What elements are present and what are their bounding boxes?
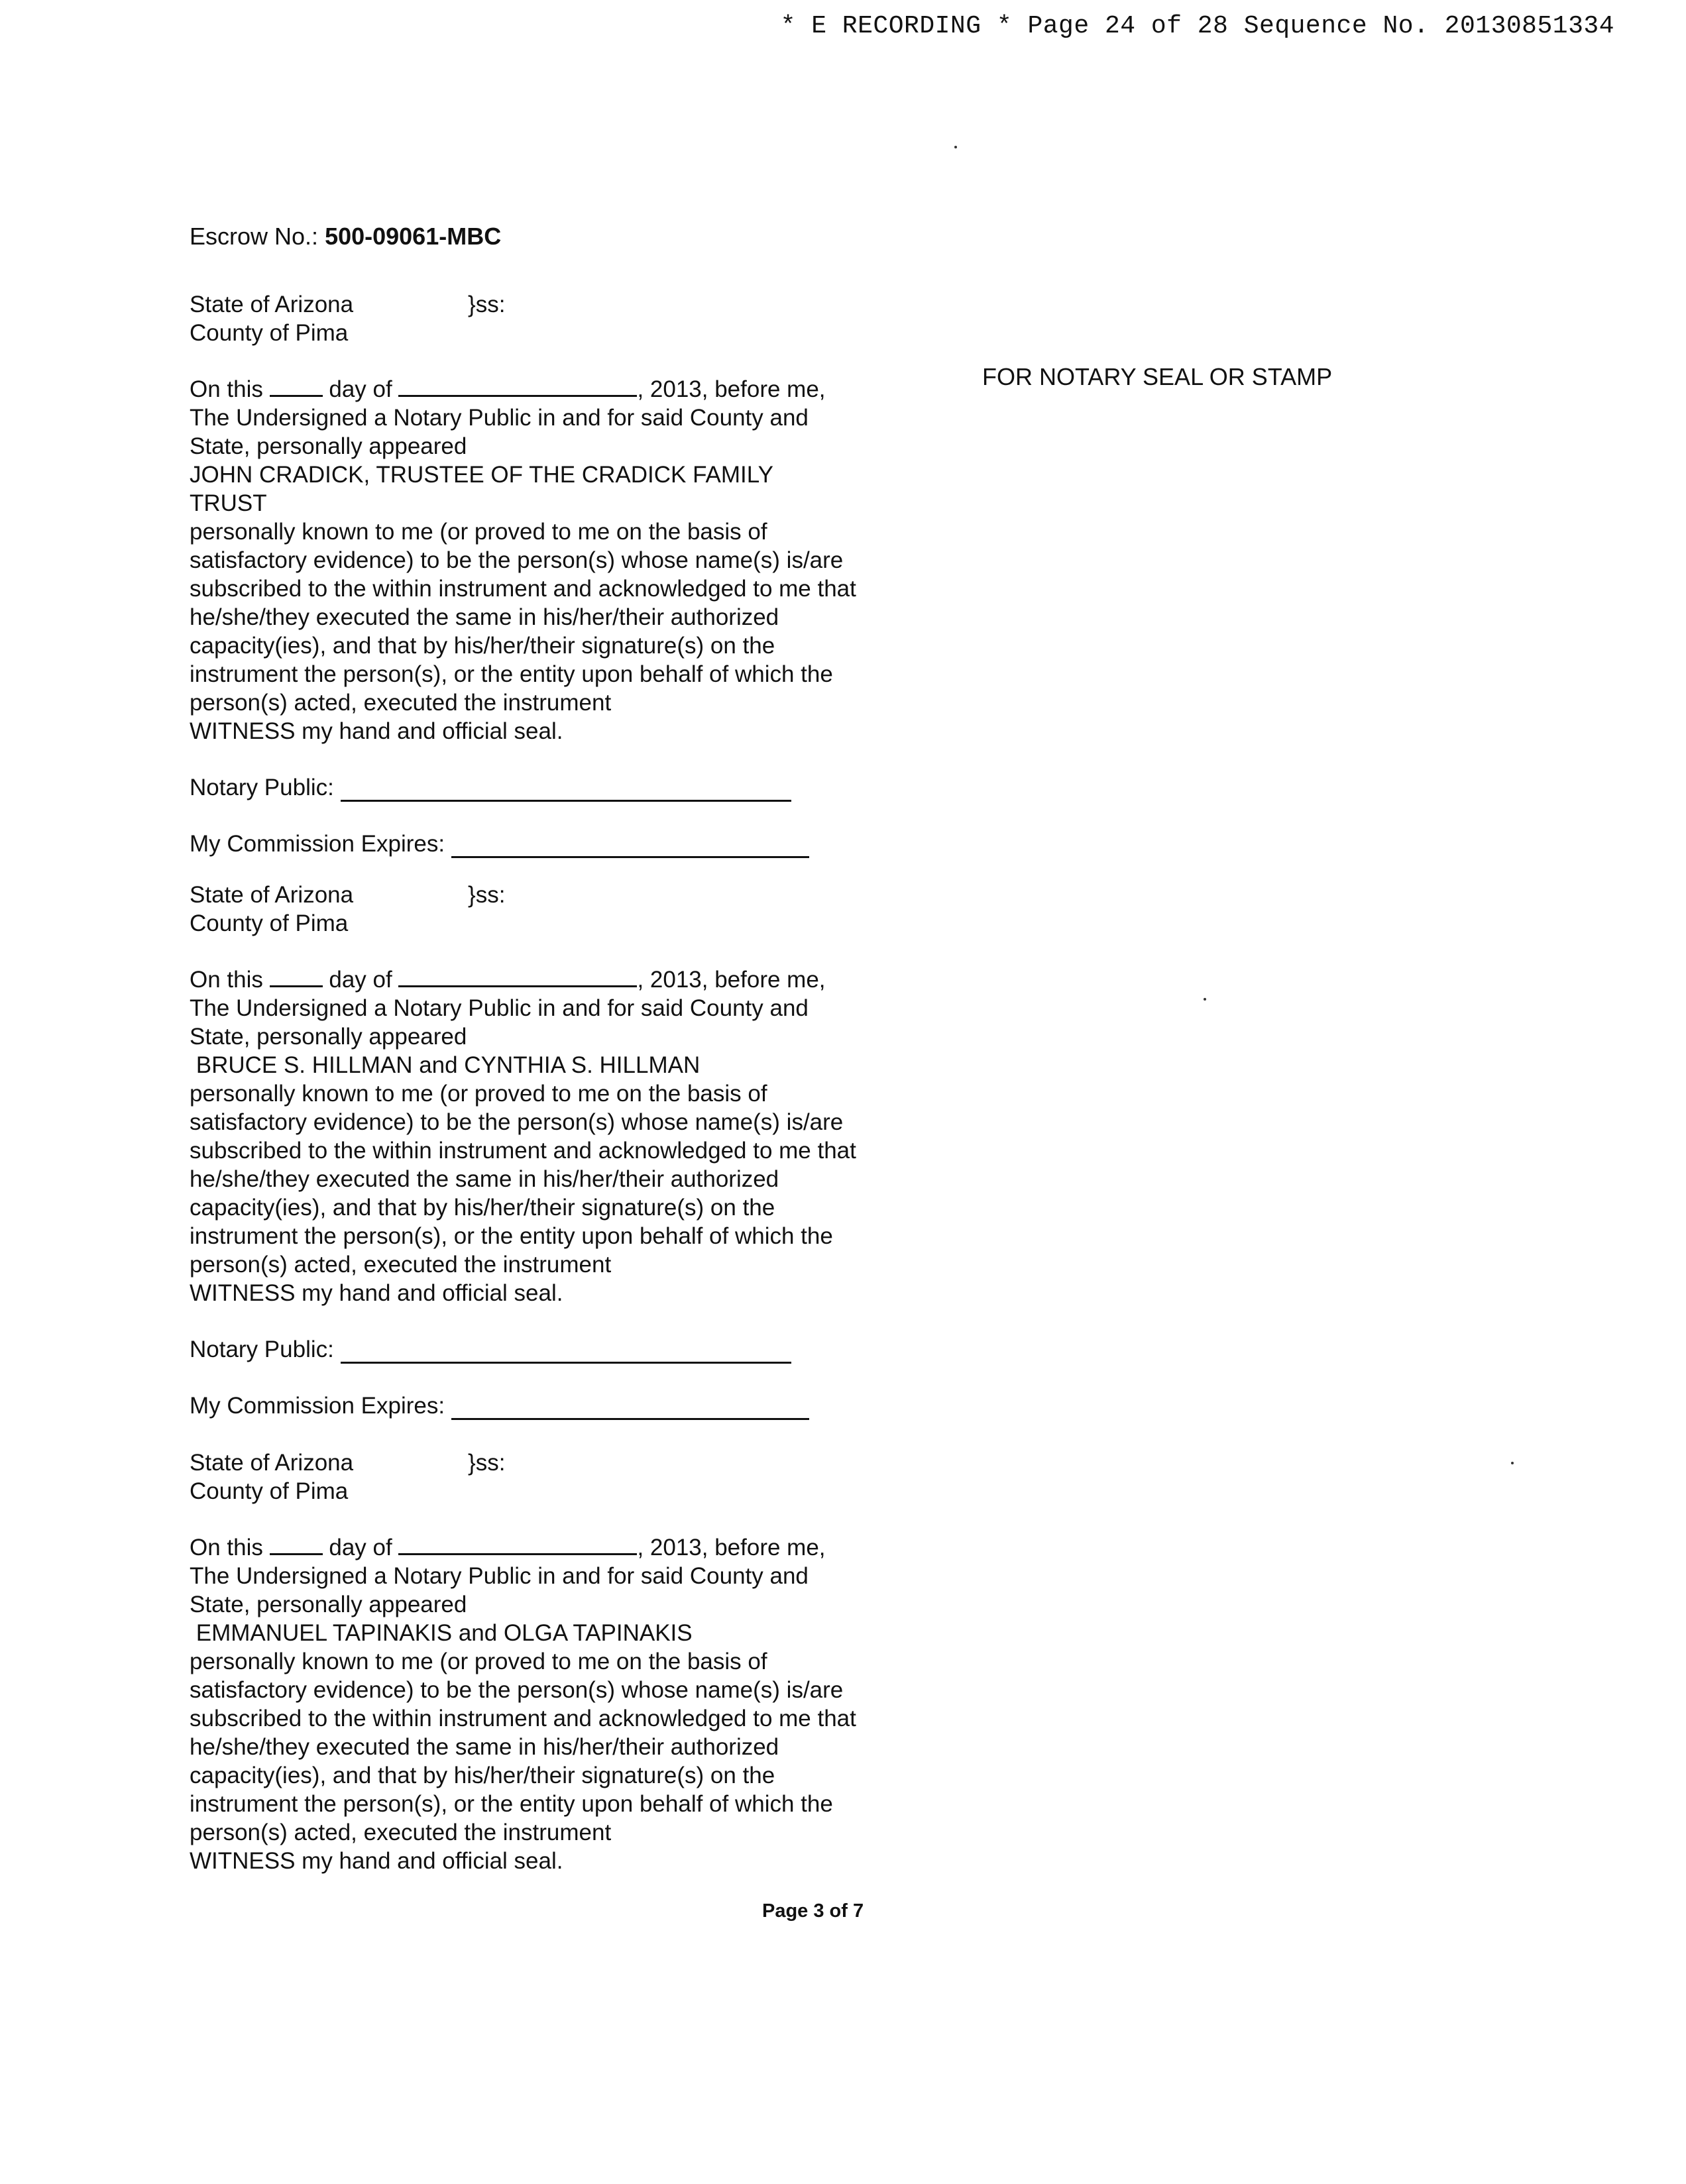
venue	[190, 881, 925, 938]
notary-public-label: Notary Public:	[190, 1337, 334, 1362]
day-blank[interactable]	[270, 965, 323, 987]
on-this-label: On this	[190, 376, 263, 402]
recording-header: * E RECORDING * Page 24 of 28 Sequence No. 20130851334	[780, 12, 1614, 40]
month-blank[interactable]	[398, 375, 637, 397]
day-blank[interactable]	[270, 1533, 323, 1555]
day-of-label: day of	[329, 1535, 392, 1560]
witness-line: WITNESS my hand and official seal.	[190, 718, 563, 744]
notary-seal-label: FOR NOTARY SEAL OR STAMP	[982, 363, 1333, 390]
appeared-name: BRUCE S. HILLMAN and CYNTHIA S. HILLMAN	[190, 1052, 701, 1078]
year-text: , 2013, before me,	[637, 967, 826, 993]
commission-line	[190, 1392, 925, 1420]
ack-line: The Undersigned a Notary Public in and for said County and	[190, 405, 809, 431]
ack-line: subscribed to the within instrument and acknowledged to me that	[190, 1706, 856, 1731]
escrow-value: 500-09061-MBC	[325, 223, 502, 250]
ack-line: satisfactory evidence) to be the person(s) whose name(s) is/are	[190, 1677, 844, 1703]
ack-line: instrument the person(s), or the entity upon behalf of which the	[190, 1791, 833, 1817]
venue-state: State of Arizona	[190, 1450, 354, 1476]
day-of-label: day of	[329, 967, 392, 993]
venue-state: State of Arizona	[190, 292, 354, 317]
venue-county: County of Pima	[190, 1478, 349, 1504]
venue-county: County of Pima	[190, 910, 349, 936]
ack-date-line	[190, 375, 925, 404]
day-of-label: day of	[329, 376, 392, 402]
acknowledgment-text	[190, 375, 925, 745]
ack-line: State, personally appeared	[190, 1024, 467, 1050]
commission-line	[190, 830, 925, 858]
escrow-label: Escrow No.:	[190, 223, 319, 250]
notary-signature-field[interactable]	[341, 780, 791, 802]
appeared-name: TRUST	[190, 490, 267, 516]
ack-line: capacity(ies), and that by his/her/their signature(s) on the	[190, 1195, 775, 1221]
ack-line: instrument the person(s), or the entity upon behalf of which the	[190, 1223, 833, 1249]
ack-line: he/she/they executed the same in his/her/their authorized	[190, 1734, 779, 1760]
ack-line: personally known to me (or proved to me on the basis of	[190, 1081, 767, 1107]
acknowledgment-1	[190, 290, 925, 858]
venue-county: County of Pima	[190, 320, 349, 346]
page-number: Page 3 of 7	[762, 1900, 864, 1922]
year-text: , 2013, before me,	[637, 1535, 826, 1560]
ack-line: person(s) acted, executed the instrument	[190, 1252, 612, 1278]
witness-line: WITNESS my hand and official seal.	[190, 1280, 563, 1306]
ack-line: he/she/they executed the same in his/her/their authorized	[190, 604, 779, 630]
ack-line: The Undersigned a Notary Public in and for said County and	[190, 1563, 809, 1589]
scan-speck	[954, 146, 957, 148]
witness-line: WITNESS my hand and official seal.	[190, 1848, 563, 1874]
venue	[190, 290, 925, 347]
commission-label: My Commission Expires:	[190, 1393, 445, 1419]
commission-expires-field[interactable]	[451, 1398, 809, 1420]
ack-line: satisfactory evidence) to be the person(s) whose name(s) is/are	[190, 547, 844, 573]
acknowledgment-text	[190, 1533, 925, 1875]
notary-signature-field[interactable]	[341, 1342, 791, 1364]
on-this-label: On this	[190, 1535, 263, 1560]
ack-line: capacity(ies), and that by his/her/their signature(s) on the	[190, 633, 775, 659]
appeared-name: EMMANUEL TAPINAKIS and OLGA TAPINAKIS	[190, 1620, 693, 1646]
day-blank[interactable]	[270, 375, 323, 397]
ack-line: satisfactory evidence) to be the person(s) whose name(s) is/are	[190, 1109, 844, 1135]
on-this-label: On this	[190, 967, 263, 993]
ack-line: person(s) acted, executed the instrument	[190, 690, 612, 716]
ack-line: person(s) acted, executed the instrument	[190, 1820, 612, 1845]
ack-date-line	[190, 1533, 925, 1562]
acknowledgment-2	[190, 881, 925, 1420]
notary-public-line	[190, 773, 925, 802]
venue-ss: }ss:	[468, 1450, 506, 1476]
month-blank[interactable]	[398, 965, 637, 987]
acknowledgment-text	[190, 965, 925, 1307]
ack-line: capacity(ies), and that by his/her/their signature(s) on the	[190, 1763, 775, 1788]
escrow-number	[190, 223, 501, 250]
month-blank[interactable]	[398, 1533, 637, 1555]
notary-public-label: Notary Public:	[190, 775, 334, 800]
venue-ss: }ss:	[468, 292, 506, 317]
ack-line: subscribed to the within instrument and acknowledged to me that	[190, 576, 856, 602]
scan-speck	[1511, 1462, 1514, 1464]
ack-line: personally known to me (or proved to me on the basis of	[190, 1649, 767, 1674]
ack-line: he/she/they executed the same in his/her/their authorized	[190, 1166, 779, 1192]
ack-line: The Undersigned a Notary Public in and for said County and	[190, 995, 809, 1021]
acknowledgment-3	[190, 1448, 925, 1875]
commission-label: My Commission Expires:	[190, 831, 445, 857]
appeared-name: JOHN CRADICK, TRUSTEE OF THE CRADICK FAMILY	[190, 462, 773, 488]
ack-line: State, personally appeared	[190, 433, 467, 459]
year-text: , 2013, before me,	[637, 376, 826, 402]
ack-line: instrument the person(s), or the entity upon behalf of which the	[190, 661, 833, 687]
ack-line: subscribed to the within instrument and acknowledged to me that	[190, 1138, 856, 1164]
commission-expires-field[interactable]	[451, 836, 809, 858]
ack-date-line	[190, 965, 925, 994]
venue-state: State of Arizona	[190, 882, 354, 908]
ack-line: State, personally appeared	[190, 1592, 467, 1617]
ack-line: personally known to me (or proved to me on the basis of	[190, 519, 767, 545]
venue	[190, 1448, 925, 1505]
venue-ss: }ss:	[468, 882, 506, 908]
scan-speck	[1204, 998, 1206, 1001]
notary-public-line	[190, 1335, 925, 1364]
